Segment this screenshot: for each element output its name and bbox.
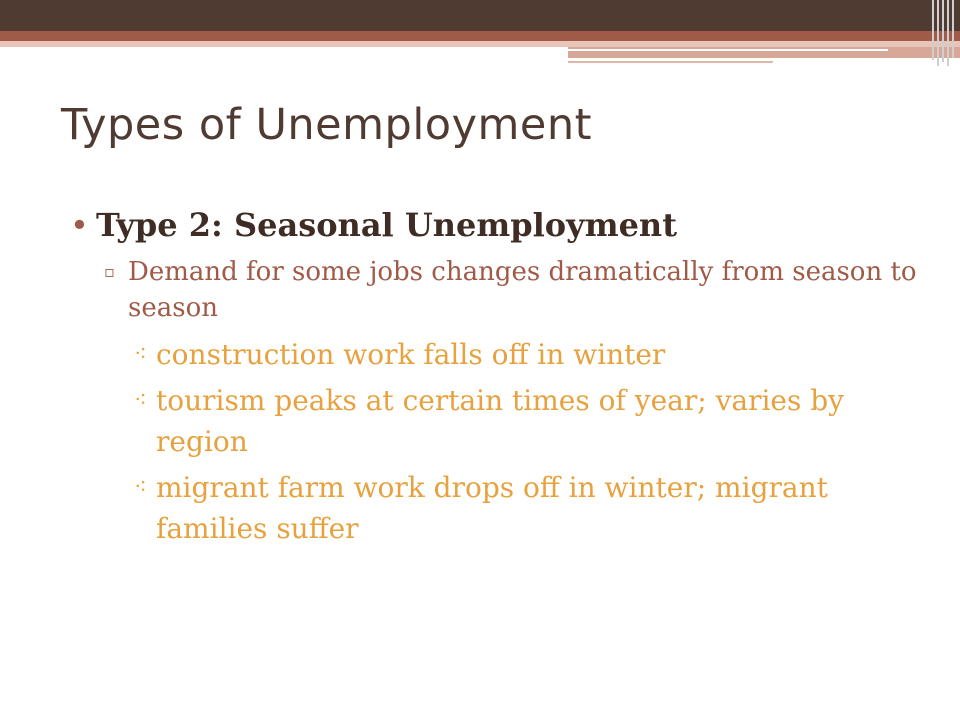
stripe — [942, 0, 944, 62]
bullet-dot-icon: • — [70, 206, 89, 244]
bullet-level3 — [128, 334, 930, 375]
bullet-dots-icon: ⁖ — [134, 475, 147, 500]
bullet-level3 — [128, 467, 930, 549]
header-band-dark — [0, 0, 960, 31]
example-text: migrant farm work drops off in winter; migrant families suffer — [156, 471, 828, 545]
stripe — [947, 0, 949, 66]
slide-body — [70, 204, 930, 549]
stripe — [937, 0, 939, 66]
bullet-square-icon: ▫ — [104, 262, 115, 281]
corner-stripes — [930, 0, 960, 66]
slide-title: Types of Unemployment — [61, 100, 592, 150]
stripe — [932, 0, 934, 60]
heading-text: Type 2: Seasonal Unemployment — [96, 206, 677, 244]
header-band-white-line — [568, 49, 888, 51]
bullet-dots-icon: ⁖ — [134, 388, 147, 413]
bullet-level1 — [70, 204, 930, 246]
point-text: Demand for some jobs changes dramatically from season to season — [128, 257, 917, 323]
bullet-dots-icon: ⁖ — [134, 342, 147, 367]
stripe — [952, 0, 954, 58]
header-band-rust — [0, 31, 960, 41]
bullet-level2 — [104, 254, 930, 326]
header-band-light-line — [568, 61, 773, 63]
example-text: tourism peaks at certain times of year; varies by region — [156, 384, 844, 458]
bullet-level3 — [128, 380, 930, 462]
example-text: construction work falls off in winter — [156, 338, 666, 371]
